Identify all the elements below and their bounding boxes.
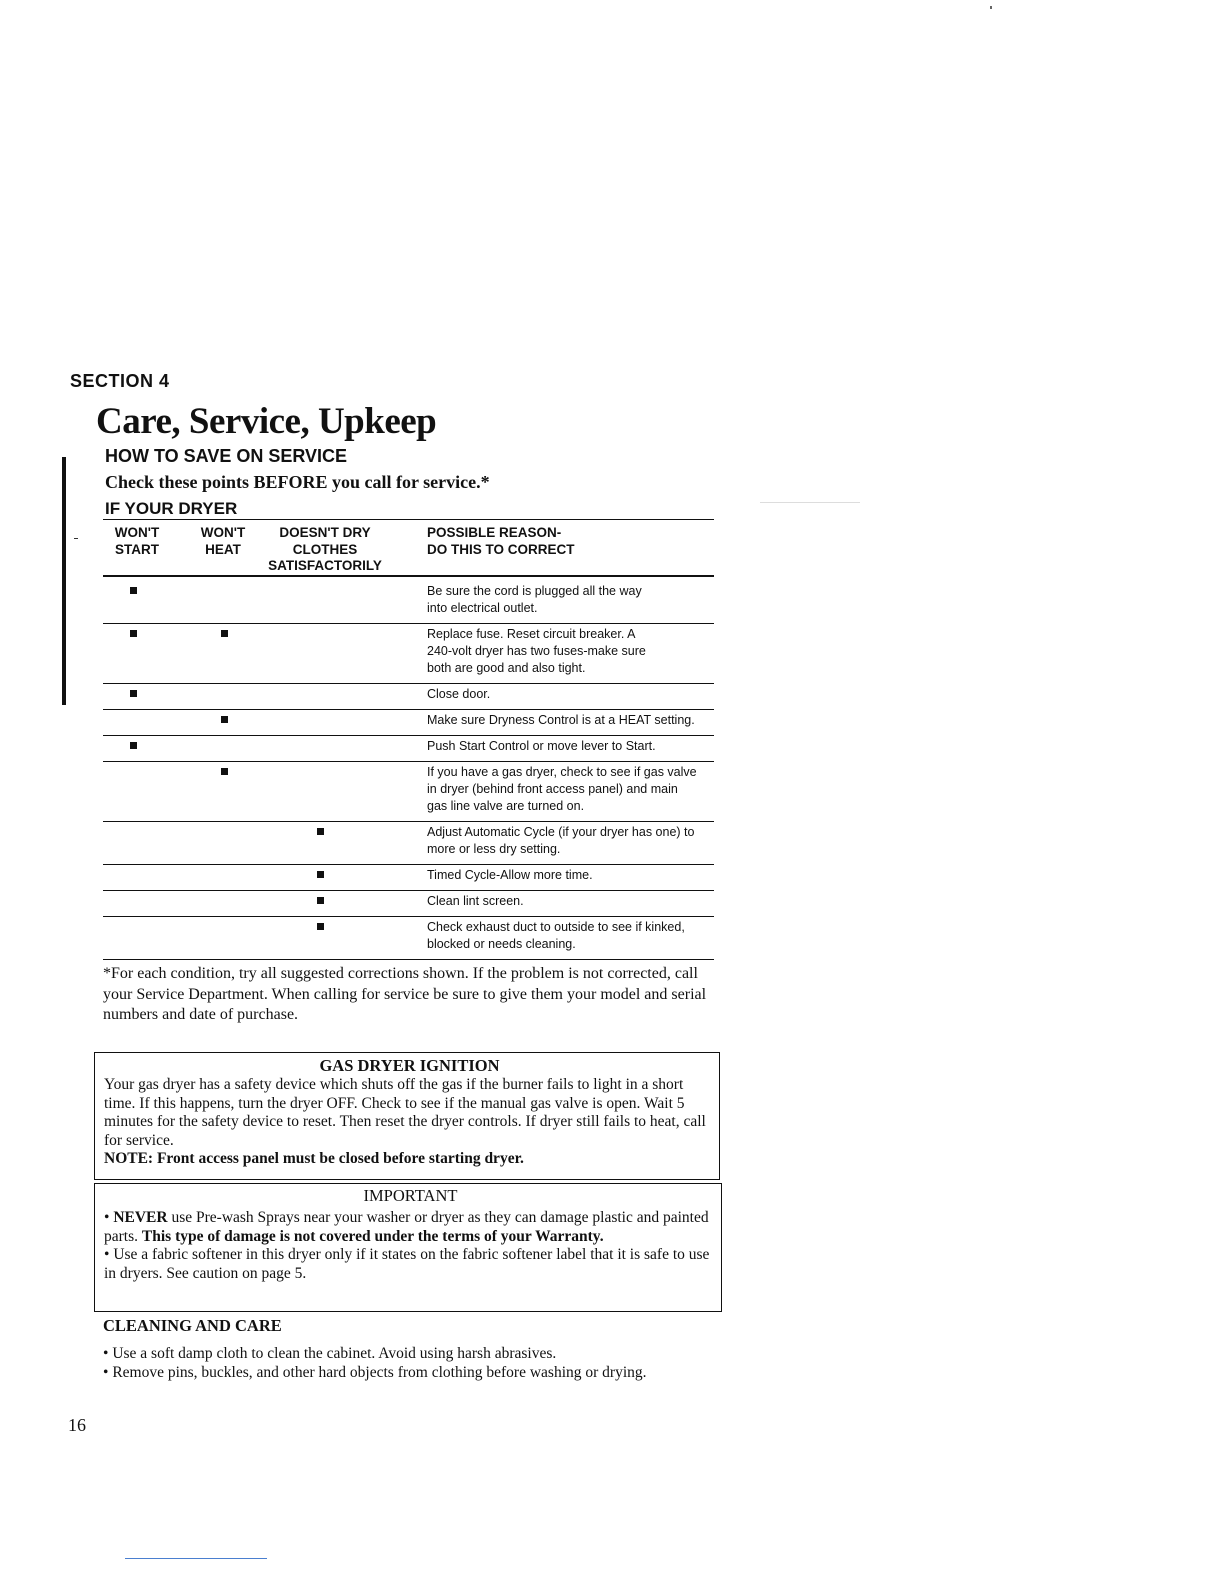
table-row xyxy=(103,865,714,890)
reason-line: Timed Cycle-Allow more time. xyxy=(427,868,593,882)
table-row xyxy=(103,624,714,683)
reason-line: blocked or needs cleaning. xyxy=(427,937,576,951)
cleaning-item: • Use a soft damp cloth to clean the cabinet. Avoid using harsh abrasives. xyxy=(103,1345,557,1362)
reason-line: more or less dry setting. xyxy=(427,842,561,856)
header-wont-heat-line-2: HEAT xyxy=(205,541,241,557)
reason-text xyxy=(427,738,717,755)
table-row-rule xyxy=(103,959,714,960)
scan-speck xyxy=(990,6,992,9)
check-mark-doesnt-dry xyxy=(317,897,324,904)
reason-line: 240-volt dryer has two fuses-make sure xyxy=(427,644,646,658)
reason-text xyxy=(427,919,717,953)
check-mark-wont-start xyxy=(130,742,137,749)
header-doesnt-dry-line-2: CLOTHES xyxy=(292,541,358,557)
reason-text xyxy=(427,712,717,729)
cleaning-item: • Remove pins, buckles, and other hard objects from clothing before washing or drying. xyxy=(103,1364,647,1381)
cleaning-item-text: Use a soft damp cloth to clean the cabinet. Avoid using harsh abrasives. xyxy=(112,1345,557,1362)
reason-text xyxy=(427,686,717,703)
header-wont-start xyxy=(111,525,163,558)
section-label: SECTION 4 xyxy=(70,371,170,391)
table-label: IF YOUR DRYER xyxy=(105,499,238,518)
gas-ignition-note: NOTE: Front access panel must be closed before starting dryer. xyxy=(104,1150,524,1167)
cleaning-heading: CLEANING AND CARE xyxy=(103,1316,282,1335)
margin-tick xyxy=(74,538,78,539)
reason-line: Make sure Dryness Control is at a HEAT setting. xyxy=(427,713,695,727)
check-mark-doesnt-dry xyxy=(317,871,324,878)
table-row xyxy=(103,736,714,761)
scan-speck xyxy=(760,502,860,503)
reason-line: Be sure the cord is plugged all the way xyxy=(427,584,642,598)
table-top-rule xyxy=(103,519,714,520)
table-row xyxy=(103,710,714,735)
important-bullet-2: • Use a fabric softener in this dryer only if it states on the fabric softener label that it is safe to use in dryers. See caution on page 5. xyxy=(104,1246,710,1282)
important-title: IMPORTANT xyxy=(363,1186,458,1205)
important-bullet-1-text: use Pre-wash Sprays near your washer or dryer as they can damage plastic and painted parts. xyxy=(104,1209,709,1245)
important-bullet-1: • NEVER use Pre-wash Sprays near your washer or dryer as they can damage plastic and painted parts. This type of damage is not covered under the terms of your Warranty. xyxy=(104,1209,709,1245)
reason-line: Replace fuse. Reset circuit breaker. A xyxy=(427,627,636,641)
footnote: *For each condition, try all suggested corrections shown. If the problem is not corrected, call your Service Department. When calling for service be sure to give them your model and serial numbers and date of purchase. xyxy=(103,965,707,1023)
reason-line: Clean lint screen. xyxy=(427,894,524,908)
table-row xyxy=(103,822,714,864)
subheading: HOW TO SAVE ON SERVICE xyxy=(105,446,348,466)
check-line: Check these points BEFORE you call for service.* xyxy=(105,472,490,492)
reason-line: Adjust Automatic Cycle (if your dryer has one) to xyxy=(427,825,695,839)
check-mark-wont-start xyxy=(130,630,137,637)
reason-text xyxy=(427,824,717,858)
reason-line: in dryer (behind front access panel) and main xyxy=(427,782,678,796)
page-number: 16 xyxy=(68,1415,86,1435)
header-wont-heat xyxy=(196,525,250,558)
table-row xyxy=(103,581,714,623)
reason-text xyxy=(427,583,717,617)
important-bullet-1-bold: This type of damage is not covered under the terms of your Warranty. xyxy=(141,1227,604,1245)
check-mark-doesnt-dry xyxy=(317,828,324,835)
check-mark-wont-heat xyxy=(221,630,228,637)
reason-line: gas line valve are turned on. xyxy=(427,799,585,813)
important-bullet-2-text: Use a fabric softener in this dryer only if it states on the fabric softener label that it is safe to use in dryers. See caution on page 5. xyxy=(104,1246,710,1282)
reason-line: Check exhaust duct to outside to see if kinked, xyxy=(427,920,685,934)
bottom-rule xyxy=(125,1558,267,1559)
table-row xyxy=(103,762,714,821)
check-mark-wont-heat xyxy=(221,716,228,723)
reason-line: If you have a gas dryer, check to see if gas valve xyxy=(427,765,697,779)
page-title: Care, Service, Upkeep xyxy=(96,401,437,442)
header-wont-heat-line-1: WON'T xyxy=(200,525,246,540)
table-row xyxy=(103,917,714,959)
reason-line: into electrical outlet. xyxy=(427,601,538,615)
gas-ignition-box xyxy=(94,1052,720,1180)
header-reason-line-1: POSSIBLE REASON- xyxy=(427,525,562,540)
reason-line: both are good and also tight. xyxy=(427,661,586,675)
header-doesnt-dry xyxy=(257,525,393,575)
check-mark-wont-start xyxy=(130,690,137,697)
check-mark-wont-start xyxy=(130,587,137,594)
header-doesnt-dry-line-3: SATISFACTORILY xyxy=(268,558,382,573)
header-reason-line-2: DO THIS TO CORRECT xyxy=(427,541,575,557)
header-wont-start-line-1: WON'T xyxy=(114,525,160,540)
reason-text xyxy=(427,893,717,910)
gas-ignition-body: Your gas dryer has a safety device which shuts off the gas if the burner fails to light in a short time. If this happens, turn the dryer OFF. Check to see if the manual gas valve is open. Wait 5 minutes for the safety device to reset. Then reset the dryer controls. If dryer still fails to heat, call for service. xyxy=(104,1076,706,1149)
check-mark-doesnt-dry xyxy=(317,923,324,930)
reason-text xyxy=(427,867,717,884)
check-mark-wont-heat xyxy=(221,768,228,775)
table-header-rule xyxy=(103,575,714,577)
header-wont-start-line-2: START xyxy=(115,541,159,557)
important-bullet-1-lead: NEVER xyxy=(113,1209,168,1226)
table-row xyxy=(103,891,714,916)
gas-ignition-title: GAS DRYER IGNITION xyxy=(319,1056,500,1075)
reason-line: Push Start Control or move lever to Start. xyxy=(427,739,656,753)
important-box xyxy=(94,1183,722,1312)
table-row xyxy=(103,684,714,709)
reason-text xyxy=(427,626,717,677)
header-doesnt-dry-line-1: DOESN'T DRY xyxy=(279,525,371,540)
reason-line: Close door. xyxy=(427,687,491,701)
reason-text xyxy=(427,764,717,815)
margin-change-bar xyxy=(62,457,66,705)
cleaning-item-text: Remove pins, buckles, and other hard objects from clothing before washing or drying. xyxy=(112,1364,647,1381)
header-reason xyxy=(427,525,667,558)
